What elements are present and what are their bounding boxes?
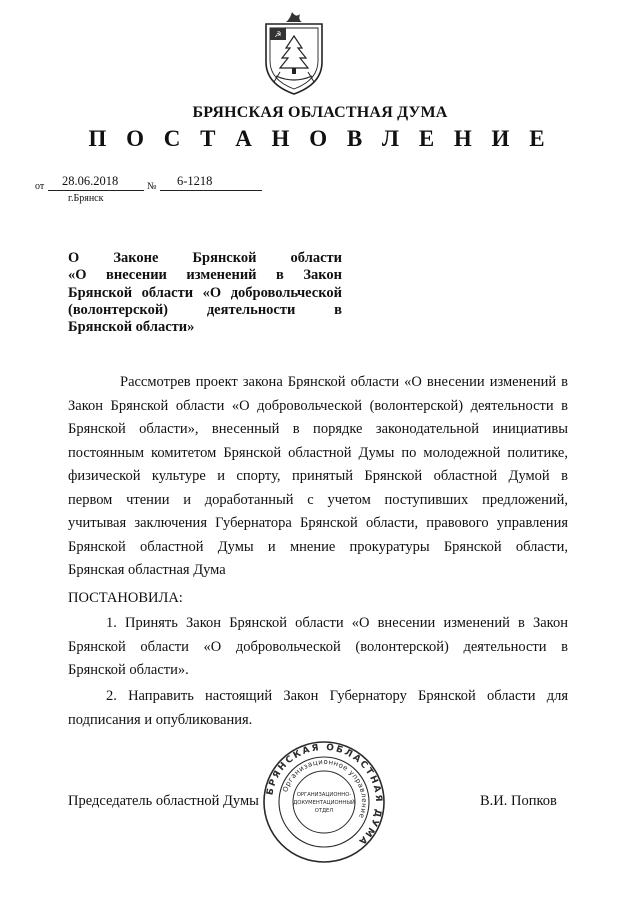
paragraph-line: Брянской области», внесенный в порядке законодательной инициативы: [68, 421, 568, 437]
item-line: Брянской области».: [68, 662, 189, 678]
svg-text:☭: ☭: [274, 30, 282, 39]
paragraph-line: постоянным комитетом Брянской областной Думы по молодежной политике,: [68, 444, 568, 461]
stamp-center-line: ОТДЕЛ: [314, 808, 334, 814]
stamp-outer-text: БРЯНСКАЯ ОБЛАСТНАЯ ДУМА: [265, 742, 384, 848]
subject-line: О Законе Брянской области: [68, 250, 342, 266]
item-line: 2. Направить настоящий Закон Губернатору Брянской области для: [106, 688, 568, 704]
item-line: подписания и опубликования.: [68, 711, 253, 728]
city-label: г.Брянск: [68, 193, 104, 204]
document-number: 6-1218: [177, 174, 213, 188]
paragraph-line: Рассмотрев проект закона Брянской области «О внесении изменений в: [120, 374, 568, 390]
document-type-title: П О С Т А Н О В Л Е Н И Е: [88, 126, 552, 151]
number-prefix-label: №: [147, 181, 157, 192]
preamble-paragraph: [68, 371, 568, 583]
subject-line: «О внесении изменений в Закон: [68, 267, 342, 284]
date-underline: [48, 190, 144, 191]
document-date: 28.06.2018: [62, 174, 119, 188]
stamp-center-line: ОРГАНИЗАЦИОННО-: [296, 792, 352, 798]
paragraph-line: Брянская областная Дума: [68, 562, 226, 578]
organization-name: БРЯНСКАЯ ОБЛАСТНАЯ ДУМА: [192, 104, 448, 121]
resolved-heading: ПОСТАНОВИЛА:: [68, 590, 183, 606]
paragraph-line: Брянской областной Думы и мнение прокуратуры Брянской области,: [68, 538, 568, 555]
subject-line: Брянской области «О добровольческой: [68, 284, 342, 301]
paragraph-line: физической культуре и спорту, принятый Брянской областной Думой в: [68, 468, 568, 484]
paragraph-line: Закон Брянской области «О добровольческой (волонтерской) деятельности в: [68, 397, 568, 414]
item-line: 1. Принять Закон Брянской области «О внесении изменений в Закон: [106, 615, 568, 631]
signer-name: В.И. Попков: [480, 793, 557, 809]
subject-line: Брянской области»: [68, 319, 195, 336]
paragraph-line: учитывая заключения Губернатора Брянской области, правового управления: [68, 515, 568, 531]
date-prefix-label: от: [35, 181, 45, 192]
official-stamp: [262, 740, 386, 864]
number-underline: [160, 190, 262, 191]
stamp-center-line: ДОКУМЕНТАЦИОННЫЙ: [293, 800, 355, 806]
item-line: Брянской области «О добровольческой (волонтерской) деятельности в: [68, 638, 568, 655]
coat-of-arms-emblem: [262, 10, 326, 96]
resolution-item-2: [68, 685, 568, 732]
resolution-item-1: [68, 612, 568, 683]
paragraph-line: первом чтении и доработанный с учетом поступивших предложений,: [68, 491, 568, 508]
document-subject: [68, 250, 342, 336]
signer-position: Председатель областной Думы: [68, 793, 259, 809]
subject-line: (волонтерской) деятельности в: [68, 301, 342, 318]
stamp-inner-text: Организационное управление: [281, 757, 369, 820]
